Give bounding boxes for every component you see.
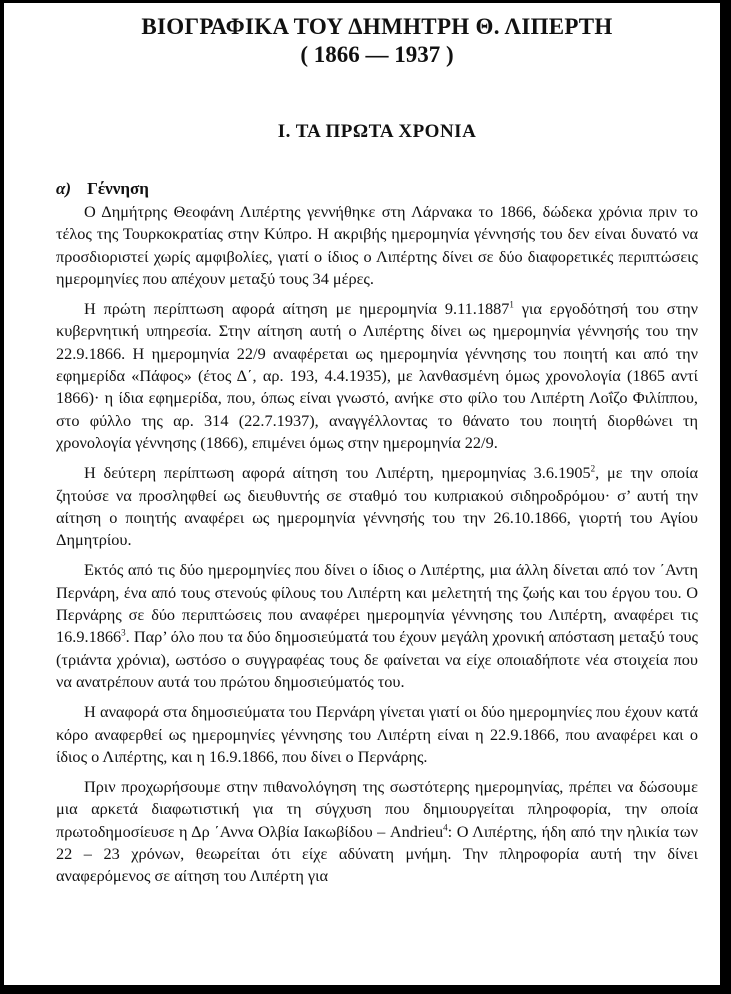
section-marker: α): [56, 179, 72, 198]
footnote-ref[interactable]: 4: [443, 822, 448, 833]
paragraph-text: Η δεύτερη περίπτωση αφορά αίτηση του Λιπέρτη, ημερομηνίας 3.6.1905: [84, 463, 591, 483]
paragraph-text: για εργοδότησή του στην κυβερνητική υπηρεσία. Στην αίτηση αυτή ο Λιπέρτης δίνει ως ημερομηνία γέννησής του την 22.9.1866. Η ημερομηνία 22/9 αναφέρεται ως ημερομηνία γέννησης του ποιητή και από την εφημερίδα «Πάφος» (έτος Δ΄, αρ. 193, 4.4.1935), με λανθασμένη όμως χρονολογία (1865 αντί 1866)· η ίδια εφημερίδα, που, όπως είναι γνωστό, ανήκε στο φίλο του Λιπέρτη Λοΐζο Φιλίππου, στο φύλλο της αρ. 314 (22.7.1937), αναγγέλλοντας το θάνατο του ποιητή διορθώνει τη χρονολογία γέννησης (1866), επιμένει όμως στην ημερομηνία 22/9.: [56, 299, 698, 452]
footnote-ref[interactable]: 3: [121, 627, 126, 638]
paragraph-text: Εκτός από τις δύο ημερομηνίες που δίνει ο ίδιος ο Λιπέρτης, μια άλλη δίνεται από τον ΄Αντη Περνάρη, ένα από τους στενούς φίλους του Λιπέρτη και μελετητή της ζωής και του έργου του. Ο Περνάρης σε δύο περιπτώσεις που αναφέρει ημερομηνία γέννησης του Λιπέρτη, αναφέρει τις 16.9.1866: [56, 560, 698, 647]
paragraph-text: Ο Δημήτρης Θεοφάνη Λιπέρτης γεννήθηκε στη Λάρνακα το 1866, δώδεκα χρόνια πριν το τέλος της Τουρκοκρατίας στην Κύπρο. Η ακριβής ημερομηνία γέννησής του δεν είναι δυνατό να προσδιοριστεί χωρίς αμφιβολίες, γιατί ο ίδιος ο Λιπέρτης δίνει σε δύο διαφορετικές περιπτώσεις ημερομηνίες που απέχουν μεταξύ τους 34 μέρες.: [56, 202, 698, 288]
paragraph: [56, 776, 698, 887]
section-heading: [56, 179, 698, 199]
paragraph-text: , με την οποία ζητούσε να προσληφθεί ως διευθυντής σε σταθμό του κυπριακού σιδηροδρόμου· σ’ αυτή την αίτηση ο ποιητής αναφέρει ως ημερομηνία γέννησής του την 26.10.1866, γιορτή του Αγίου Δημητρίου.: [56, 463, 698, 550]
paragraph-text: Πριν προχωρήσουμε στην πιθανολόγηση της σωστότερης ημερομηνίας, πρέπει να δώσουμε μια αρκετά διαφωτιστική για τη σύγχυση που δημιουργείται πληροφορία, την οποία πρωτοδημοσίευσε η Δρ ΄Αννα Ολβία Ιακωβίδου – Andrieu: [56, 777, 698, 841]
paragraph-text: Η πρώτη περίπτωση αφορά αίτηση με ημερομηνία 9.11.1887: [84, 299, 510, 319]
chapter-heading: Ι. ΤΑ ΠΡΩΤΑ ΧΡΟΝΙΑ: [277, 121, 477, 142]
paragraph: [56, 559, 698, 693]
section-title: Γέννηση: [87, 179, 149, 198]
paragraph-text: Η αναφορά στα δημοσιεύματα του Περνάρη γίνεται γιατί οι δύο ημερομηνίες που έχουν κατά κόρο αναφερθεί ως ημερομηνίες γέννησης του Λιπέρτη είναι η 22.9.1866, που αναφέρει και ο ίδιος ο Λιπέρτης, και η 16.9.1866, που δίνει ο Περνάρης.: [56, 702, 698, 766]
footnote-ref[interactable]: 2: [590, 463, 596, 474]
paragraph: [56, 462, 698, 551]
paragraph: [56, 201, 698, 290]
footnote-ref[interactable]: 1: [509, 299, 514, 310]
document-years: ( 1866 — 1937 ): [300, 42, 454, 67]
document-page: [4, 3, 720, 985]
paragraph: [56, 298, 698, 454]
paragraph-text: : Ο Λιπέρτης, ήδη από την ηλικία των 22 – 23 χρόνων, θεωρείται ότι είχε αδύνατη μνήμη. Την πληροφορία αυτή την δίνει αναφερόμενος σε αίτηση του Λιπέρτη για: [56, 821, 698, 886]
paragraph-text: . Παρ’ όλο που τα δύο δημοσιεύματά του έχουν μεγάλη χρονική απόσταση μεταξύ τους (τριάντα χρόνια), ωστόσο ο συγγραφέας τους δε φαίνεται να είχε οποιαδήποτε νέα στοιχεία που να ανατρέπουν αυτά του πρώτου δημοσιεύματός του.: [56, 627, 698, 691]
paragraph: [56, 701, 698, 768]
document-title: ΒΙΟΓΡΑΦΙΚΑ ΤΟΥ ΔΗΜΗΤΡΗ Θ. ΛΙΠΕΡΤΗ: [141, 14, 613, 39]
